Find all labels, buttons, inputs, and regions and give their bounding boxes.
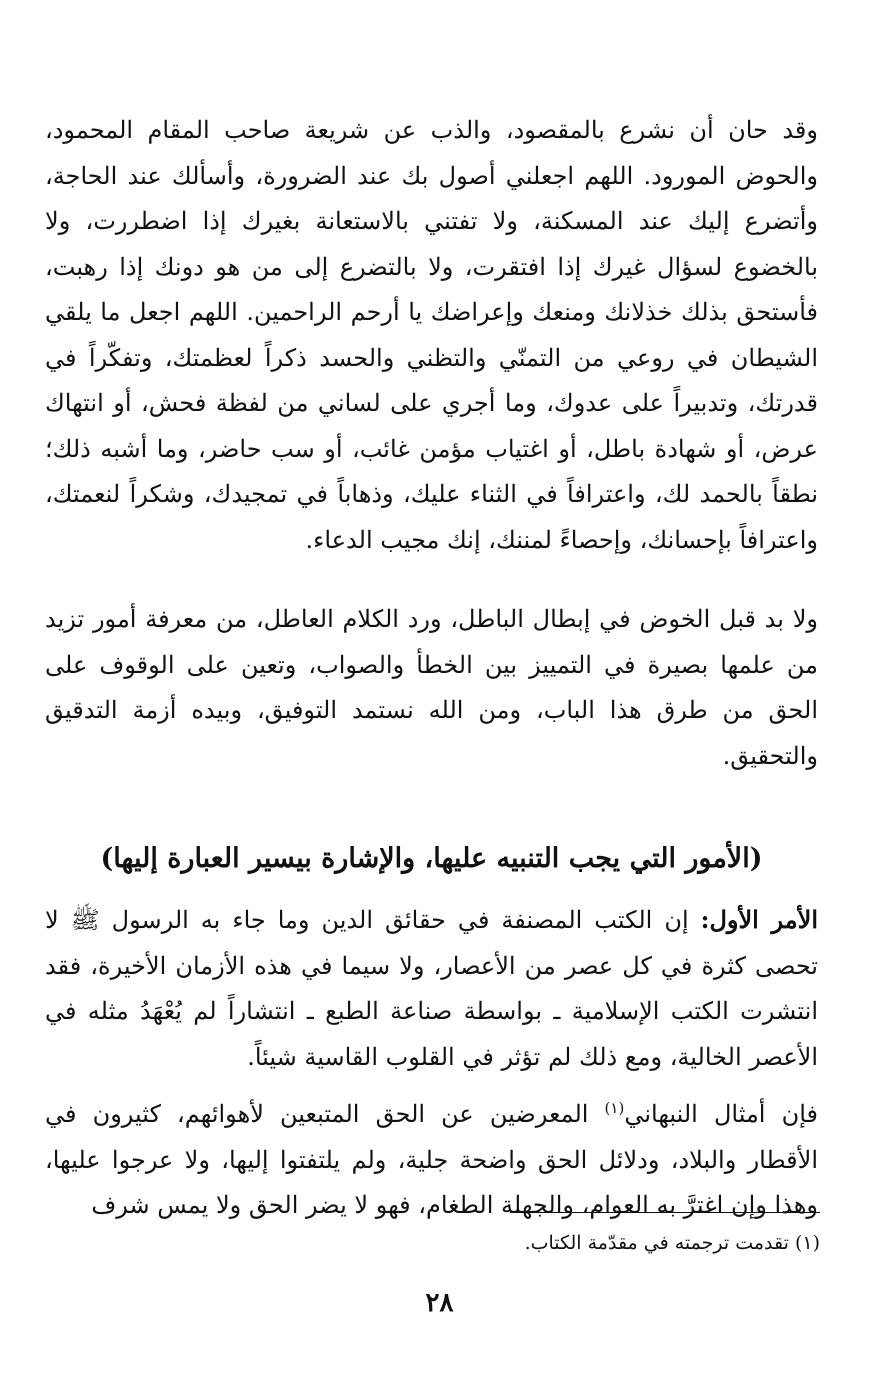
page-body xyxy=(45,108,818,1229)
paragraph-nabhani xyxy=(45,1092,818,1229)
footnote-reference: (١) xyxy=(604,1099,625,1117)
page-number: ٢٨ xyxy=(425,1288,454,1318)
first-matter-text: إن الكتب المصنفة في حقائق الدين وما جاء به الرسول ﷺ لا تحصى كثرة في كل عصر من الأعصار، ولا سيما في هذه الأزمان الأخيرة، فقد انتشرت الكتب الإسلامية ـ بواسطة صناعة الطبع ـ انتشاراً لم يُعْهَدُ مثله في الأعصر الخالية، ومع ذلك لم تؤثر في القلوب القاسية شيئاً. xyxy=(45,906,818,1071)
paragraph-first-matter xyxy=(45,897,818,1080)
footnote-area xyxy=(500,1212,820,1257)
first-matter-label: الأمر الأول: xyxy=(700,905,818,934)
section-heading: (الأمور التي يجب التنبيه عليها، والإشارة بيسير العبارة إليها) xyxy=(100,843,763,874)
nabhani-text-end: المعرضين عن الحق المتبعين لأهوائهم، كثيرون في الأقطار والبلاد، ودلائل الحق واضحة جلية، ولم يلتفتوا إليها، ولا عرجوا عليها، وهذا وإن اغترَّ به العوام، والجهلة الطغام، فهو لا يضر الحق ولا يمس شرف xyxy=(45,1100,818,1219)
footnote-text: (١) تقدمت ترجمته في مقدّمة الكتاب. xyxy=(524,1232,820,1254)
footnote-divider xyxy=(510,1212,820,1213)
paragraph-introduction: ولا بد قبل الخوض في إبطال الباطل، ورد الكلام العاطل، من معرفة أمور تزيد من علمها بصيرة في التمييز بين الخطأ والصواب، وتعين على الوقوف على الحق من طرق هذا الباب، ومن الله نستمد التوفيق، وبيده أزمة التدقيق والتحقيق. xyxy=(45,605,818,770)
paragraph-supplication: وقد حان أن نشرع بالمقصود، والذب عن شريعة صاحب المقام المحمود، والحوض المورود. اللهم اجعلني أصول بك عند الضرورة، وأسألك عند الحاجة، وأتضرع إليك عند المسكنة، ولا تفتني بالاستعانة بغيرك إذا اضطررت، ولا بالخضوع لسؤال غيرك إذا افتقرت، ولا بالتضرع إلى من هو دونك إذا رهبت، فأستحق بذلك خذلانك ومنعك وإعراضك يا أرحم الراحمين. اللهم اجعل ما يلقي الشيطان في روعي من التمنّي والتظني والحسد ذكراً لعظمتك، وتفكّراً في قدرتك، وتدبيراً على عدوك، وما أجري على لساني من لفظة فحش، أو انتهاك عرض، أو شهادة باطل، أو اغتياب مؤمن غائب، أو سب حاضر، وما أشبه ذلك؛ نطقاً بالحمد لك، واعترافاً في الثناء عليك، وذهاباً في تمجيدك، وشكراً لنعمتك، واعترافاً بإحسانك، وإحصاءً لمننك، إنك مجيب الدعاء. xyxy=(45,116,818,554)
nabhani-text-start: فإن أمثال النبهاني xyxy=(624,1100,818,1128)
